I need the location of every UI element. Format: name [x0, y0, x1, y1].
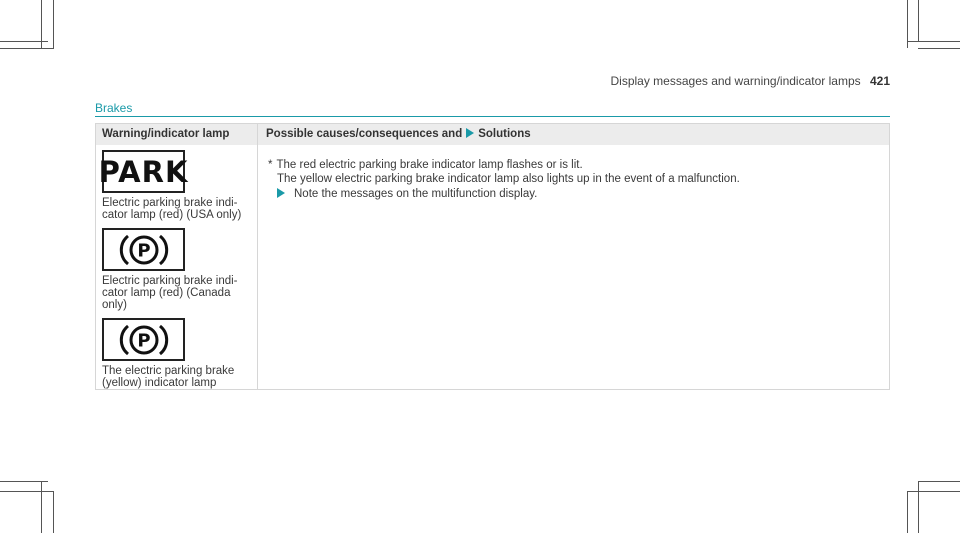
- svg-text:P: P: [136, 330, 151, 351]
- table-header-causes: [266, 128, 531, 140]
- warning-lamp-table: [95, 123, 890, 390]
- lamp-caption: Electric parking brake indi-cator lamp (red) (USA only): [102, 197, 242, 221]
- lamp-caption: Electric parking brake indi-cator lamp (red) (Canada only): [102, 275, 238, 311]
- park-lamp-symbol: PARK: [98, 154, 189, 189]
- cause-body: The red electric parking brake indicator lamp flashes or is lit.: [276, 159, 583, 171]
- page-number: 421: [869, 74, 890, 88]
- cause-star: *: [268, 159, 273, 171]
- crop-mark: [0, 491, 54, 492]
- cause-text: [268, 158, 868, 172]
- crop-mark: [41, 481, 42, 533]
- crop-mark: [907, 41, 960, 42]
- crop-mark: [0, 48, 54, 49]
- crop-mark: [907, 491, 908, 533]
- svg-text:P: P: [136, 240, 151, 261]
- crop-mark: [918, 0, 919, 41]
- crop-mark: [53, 0, 54, 48]
- circle-p-lamp-icon: [102, 228, 185, 271]
- running-header: [611, 74, 891, 88]
- crop-mark: [918, 481, 960, 482]
- table-header-lamp: Warning/indicator lamp: [102, 128, 230, 140]
- crop-mark: [53, 491, 54, 533]
- causes-column: [268, 158, 868, 201]
- crop-mark: [918, 481, 919, 533]
- crop-mark: [918, 48, 960, 49]
- circle-p-lamp-icon: [102, 318, 185, 361]
- arrow-right-icon: [277, 188, 285, 198]
- action-item: [277, 187, 868, 201]
- action-text: Note the messages on the multifunction display.: [294, 188, 538, 200]
- note-text: The yellow electric parking brake indicator lamp also lights up in the event of a malfunction.: [277, 173, 740, 185]
- crop-mark: [0, 41, 48, 42]
- table-header-row: [96, 124, 889, 145]
- column-divider: [257, 124, 258, 389]
- section-rule: [95, 116, 890, 117]
- section-title: Brakes: [95, 101, 133, 115]
- park-lamp-icon: [98, 150, 189, 193]
- circle-p-lamp-svg: [118, 321, 170, 359]
- circle-p-lamp-svg: [118, 231, 170, 269]
- arrow-right-icon: [466, 128, 474, 138]
- lamp-column: [98, 150, 252, 396]
- table-header-causes-text: Possible causes/consequences and: [266, 128, 463, 140]
- running-header-title: Display messages and warning/indicator lamps: [610, 74, 861, 88]
- lamp-caption: The electric parking brake (yellow) indicator lamp: [102, 365, 235, 389]
- table-header-solutions-text: Solutions: [478, 128, 531, 140]
- crop-mark: [907, 491, 960, 492]
